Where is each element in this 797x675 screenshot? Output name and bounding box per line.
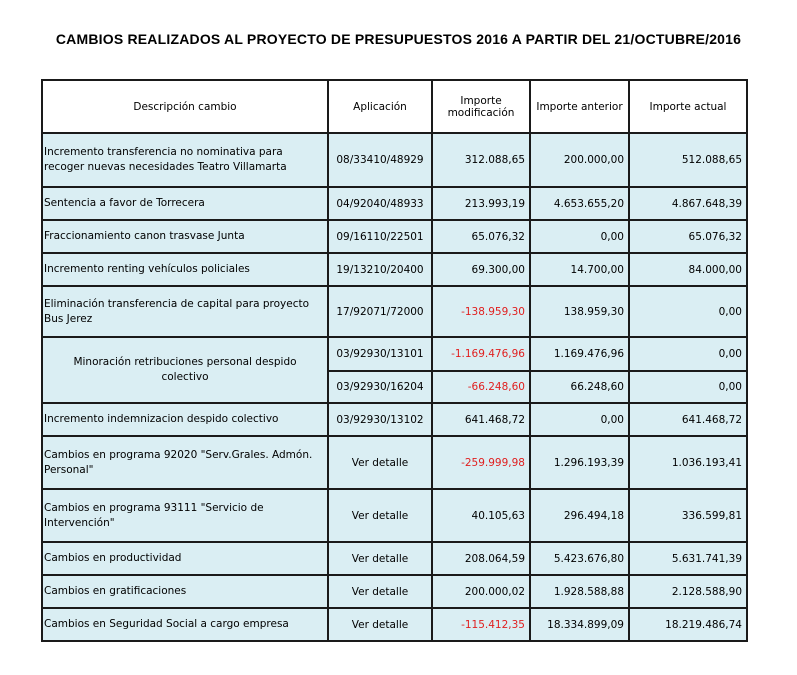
row-importe-anterior: 200.000,00 — [530, 133, 629, 187]
row-importe-modificacion: 200.000,02 — [432, 575, 530, 608]
row-importe-modificacion: 40.105,63 — [432, 489, 530, 542]
header-importe-actual: Importe actual — [629, 80, 747, 133]
row-importe-modificacion: -138.959,30 — [432, 286, 530, 337]
row-description: Cambios en programa 92020 "Serv.Grales. Admón. Personal" — [42, 436, 328, 489]
row-importe-anterior: 0,00 — [530, 220, 629, 253]
table-row — [42, 542, 747, 575]
row-importe-anterior: 66.248,60 — [530, 371, 629, 403]
row-importe-actual: 641.468,72 — [629, 403, 747, 436]
row-importe-modificacion: 65.076,32 — [432, 220, 530, 253]
header-importe-modificacion: Importe modificación — [432, 80, 530, 133]
row-importe-anterior: 296.494,18 — [530, 489, 629, 542]
row-aplicacion: 03/92930/13102 — [328, 403, 432, 436]
row-description: Incremento transferencia no nominativa para recoger nuevas necesidades Teatro Villamarta — [42, 133, 328, 187]
row-importe-modificacion: -115.412,35 — [432, 608, 530, 641]
row-description: Minoración retribuciones personal despido colectivo — [42, 337, 328, 403]
row-aplicacion: 08/33410/48929 — [328, 133, 432, 187]
row-importe-actual: 18.219.486,74 — [629, 608, 747, 641]
row-importe-anterior: 1.296.193,39 — [530, 436, 629, 489]
row-importe-anterior: 1.928.588,88 — [530, 575, 629, 608]
row-description: Sentencia a favor de Torrecera — [42, 187, 328, 220]
row-description: Incremento renting vehículos policiales — [42, 253, 328, 286]
row-importe-modificacion: 208.064,59 — [432, 542, 530, 575]
row-importe-actual: 512.088,65 — [629, 133, 747, 187]
header-descripcion: Descripción cambio — [42, 80, 328, 133]
table-row — [42, 489, 747, 542]
row-aplicacion: 17/92071/72000 — [328, 286, 432, 337]
row-aplicacion: Ver detalle — [328, 608, 432, 641]
row-importe-modificacion: 69.300,00 — [432, 253, 530, 286]
table-row — [42, 403, 747, 436]
row-description: Cambios en gratificaciones — [42, 575, 328, 608]
table-row — [42, 253, 747, 286]
row-importe-actual: 1.036.193,41 — [629, 436, 747, 489]
row-aplicacion: Ver detalle — [328, 542, 432, 575]
row-importe-modificacion: -259.999,98 — [432, 436, 530, 489]
row-importe-anterior: 14.700,00 — [530, 253, 629, 286]
row-description: Cambios en productividad — [42, 542, 328, 575]
row-importe-modificacion: -66.248,60 — [432, 371, 530, 403]
row-description: Cambios en programa 93111 "Servicio de Intervención" — [42, 489, 328, 542]
table-row — [42, 608, 747, 641]
row-aplicacion: Ver detalle — [328, 489, 432, 542]
row-aplicacion: Ver detalle — [328, 575, 432, 608]
row-importe-modificacion: 312.088,65 — [432, 133, 530, 187]
row-aplicacion: 03/92930/13101 — [328, 337, 432, 371]
table-row — [42, 337, 747, 371]
row-importe-actual: 2.128.588,90 — [629, 575, 747, 608]
row-importe-actual: 336.599,81 — [629, 489, 747, 542]
table-row — [42, 220, 747, 253]
row-importe-actual: 5.631.741,39 — [629, 542, 747, 575]
row-description: Incremento indemnizacion despido colectivo — [42, 403, 328, 436]
row-aplicacion: Ver detalle — [328, 436, 432, 489]
row-importe-anterior: 18.334.899,09 — [530, 608, 629, 641]
row-aplicacion: 03/92930/16204 — [328, 371, 432, 403]
table-row — [42, 436, 747, 489]
table-row — [42, 187, 747, 220]
row-description: Cambios en Seguridad Social a cargo empresa — [42, 608, 328, 641]
row-importe-anterior: 5.423.676,80 — [530, 542, 629, 575]
table-row — [42, 286, 747, 337]
row-aplicacion: 04/92040/48933 — [328, 187, 432, 220]
row-aplicacion: 19/13210/20400 — [328, 253, 432, 286]
header-importe-anterior: Importe anterior — [530, 80, 629, 133]
row-importe-anterior: 0,00 — [530, 403, 629, 436]
row-aplicacion: 09/16110/22501 — [328, 220, 432, 253]
row-importe-actual: 4.867.648,39 — [629, 187, 747, 220]
row-importe-modificacion: 213.993,19 — [432, 187, 530, 220]
table-row — [42, 575, 747, 608]
row-importe-modificacion: 641.468,72 — [432, 403, 530, 436]
table-header-row — [42, 80, 747, 133]
row-description: Eliminación transferencia de capital para proyecto Bus Jerez — [42, 286, 328, 337]
header-aplicacion: Aplicación — [328, 80, 432, 133]
row-importe-actual: 65.076,32 — [629, 220, 747, 253]
table-row — [42, 133, 747, 187]
row-importe-actual: 0,00 — [629, 286, 747, 337]
row-description: Fraccionamiento canon trasvase Junta — [42, 220, 328, 253]
row-importe-anterior: 138.959,30 — [530, 286, 629, 337]
row-importe-anterior: 1.169.476,96 — [530, 337, 629, 371]
budget-changes-table — [41, 79, 748, 642]
row-importe-actual: 84.000,00 — [629, 253, 747, 286]
row-importe-actual: 0,00 — [629, 371, 747, 403]
page-title: CAMBIOS REALIZADOS AL PROYECTO DE PRESUPUESTOS 2016 A PARTIR DEL 21/OCTUBRE/2016 — [55, 31, 742, 47]
row-importe-anterior: 4.653.655,20 — [530, 187, 629, 220]
row-importe-modificacion: -1.169.476,96 — [432, 337, 530, 371]
row-importe-actual: 0,00 — [629, 337, 747, 371]
